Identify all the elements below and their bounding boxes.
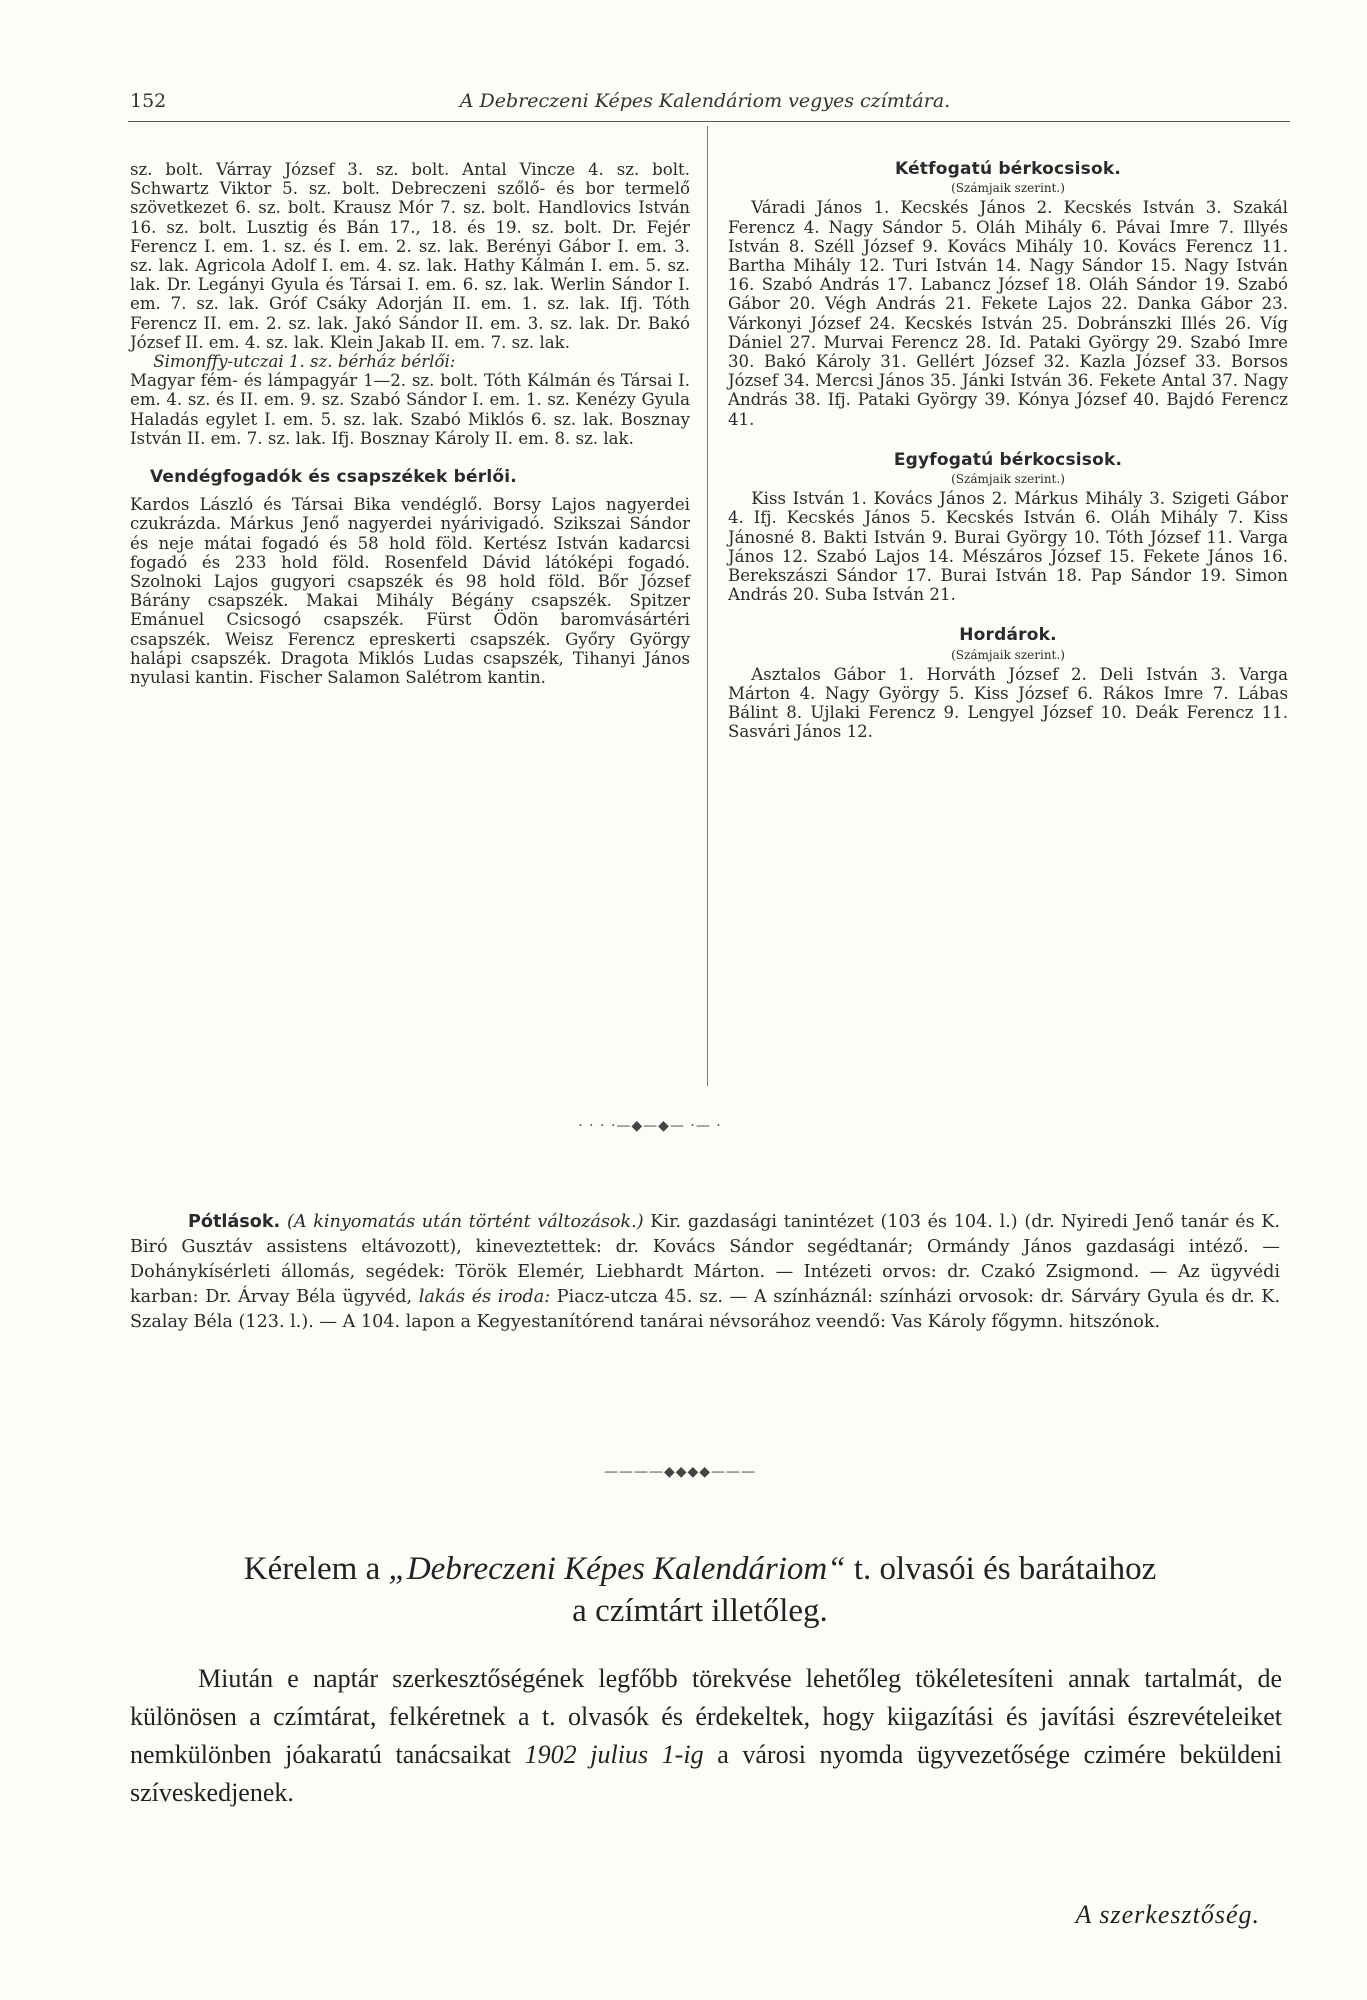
supplements-text-2: Piacz-utcza 45. sz. — A színháznál: színházi orvosok: dr. Sárváry Gyula és dr. K. Szalay Béla (123. l.). — A 104. lapon a Kegyestanítórend tanárai névsorához veendő: Vas Károly főgymn. hitszónok. [130, 1287, 1281, 1332]
simonffy-tenants: Magyar fém- és lámpagyár 1—2. sz. bolt. Tóth Kálmán és Társai I. em. 4. sz. és II. em. 9. sz. Szabó Sándor I. em. 1. sz. Kenézy Gyula Haladás egylet I. em. 5. sz. lak. Szabó Miklós 6. sz. lak. Bosznay István II. em. 7. sz. lak. Ifj. Bosznay Károly II. em. 8. sz. lak. [130, 371, 690, 448]
header-rule [128, 121, 1290, 122]
supplements-lead: Pótlások. [188, 1212, 281, 1232]
running-title: A Debreczeni Képes Kalendáriom vegyes czímtára. [459, 90, 951, 112]
porters-title: Hordárok. [959, 625, 1057, 646]
supplements-note: (A kinyomatás után történt változások.) [286, 1212, 644, 1232]
appeal-body [130, 1660, 1282, 1812]
inns-section-title: Vendégfogadók és csapszékek bérlői. [150, 467, 517, 488]
two-horse-text: Váradi János 1. Kecskés János 2. Kecskés István 3. Szakál Ferencz 4. Nagy Sándor 5. Oláh Mihály 6. Pávai Imre 7. Illyés István 8. Széll József 9. Kovács Mihály 10. Kovács Ferencz 11. Bartha Mihály 12. Turi István 14. Nagy Sándor 15. Nagy István 16. Szabó András 17. Labancz József 18. Oláh Sándor 19. Szabó Gábor 20. Végh András 21. Fekete Lajos 22. Danka Gábor 23. Várkonyi József 24. Kecskés István 25. Dobránszki Illés 26. Víg Dániel 27. Murvai Ferencz 28. Id. Pataki György 29. Szabó Imre 30. Bakó Károly 31. Gellért József 32. Kazla József 33. Borsos József 34. Mercsi János 35. Jánki István 36. Fekete Antal 37. Nagy András 38. Ifj. Pataki György 39. Kónya József 40. Bajdó Ferencz 41. [728, 198, 1288, 429]
right-column [728, 160, 1288, 742]
supplements [130, 1210, 1280, 1335]
appeal-title-line2: a czímtárt illetőleg. [572, 1593, 828, 1629]
ornament-divider: · · · ·—◆—◆— ·— · [578, 1118, 722, 1134]
simonffy-heading: Simonffy-utczai 1. sz. bérház bérlői: [153, 352, 456, 372]
inns-text: Kardos László és Társai Bika vendéglő. Borsy Lajos nagyerdei czukrázda. Márkus Jenő nagyerdei nyárivigadó. Szikszai Sándor és neje mátai fogadó és 58 hold föld. Kertész István kadarcsi fogadó és 233 hold föld. Rosenfeld Dávid látóképi fogadó. Szolnoki Lajos gugyori csapszék és 98 hold föld. Bőr József Bárány csapszék. Makai Mihály Bégány csapszék. Spitzer Emánuel Csicsogó csapszék. Fürst Ödön baromvásártéri csapszék. Weisz Ferencz epreskerti csapszék. Győry György halápi csapszék. Dragota Miklós Ludas csapszék, Tihanyi János nyulasi kantin. Fischer Salamon Salétrom kantin. [130, 495, 690, 688]
appeal-text-1: Miután e naptár szerkesztőségének legfőbb törekvése lehetőleg tökéletesíteni annak tartalmát, de különösen a czímtárat, felkéretnek a t. olvasók és érdekeltek, hogy kiigazítási és javítási észrevételeiket nemkülönben jóakaratú tanácsaikat [130, 1664, 1282, 1769]
ornament-divider: ————◆◆◆◆——— [603, 1464, 757, 1480]
running-header [130, 90, 1280, 118]
left-column [130, 160, 690, 687]
appeal-title: Kérelem a „Debreczeni Képes Kalendáriom“ t. olvasói és barátaihoz a czímtárt illetőleg. [243, 1551, 1157, 1629]
appeal-text-2: a városi nyomda ügyvezetősége czimére beküldeni szíveskedjenek. [130, 1740, 1283, 1807]
one-horse-title: Egyfogatú bérkocsisok. [893, 449, 1123, 470]
appeal-deadline: 1902 julius 1-ig [524, 1740, 704, 1769]
two-horse-title: Kétfogatú bérkocsisok. [895, 159, 1121, 179]
one-horse-text: Kiss István 1. Kovács János 2. Márkus Mihály 3. Szigeti Gábor 4. Ifj. Kecskés János 5. Kecskés István 6. Oláh Mihály 7. Kiss Jánosné 8. Bakti István 9. Burai György 10. Tóth József 11. Varga János 12. Szabó Lajos 14. Mészáros József 15. Fekete János 16. Berekszászi Sándor 17. Burai István 18. Pap Sándor 19. Simon András 20. Suba István 21. [728, 489, 1288, 605]
page-number: 152 [130, 90, 167, 112]
tenants-continuation: sz. bolt. Várray József 3. sz. bolt. Antal Vincze 4. sz. bolt. Schwartz Viktor 5. sz. bolt. Debreczeni szőlő- és bor termelő szövetkezet 6. sz. bolt. Krausz Mór 7. sz. bolt. Handlovics István 16. sz. bolt. Lusztig és Bán 17., 18. és 19. sz. bolt. Dr. Fejér Ferencz I. em. 1. sz. és I. em. 2. sz. lak. Berényi Gábor I. em. 3. sz. lak. Agricola Adolf I. em. 4. sz. lak. Hathy Kálmán I. em. 5. sz. lak. Dr. Legányi Gyula és Társai I. em. 6. sz. lak. Werlin Sándor I. em. 7. sz. lak. Gróf Csáky Adorján II. em. 1. sz. lak. Ifj. Tóth Ferencz II. em. 2. sz. lak. Jakó Sándor II. em. 3. sz. lak. Dr. Bakó József II. em. 4. sz. lak. Klein Jakab II. em. 7. sz. lak. [130, 160, 690, 352]
porters-text: Asztalos Gábor 1. Horváth József 2. Deli István 3. Varga Márton 4. Nagy György 5. Kiss József 6. Rákos Imre 7. Lábas Bálint 8. Ujlaki Ferencz 9. Lengyel József 10. Deák Ferencz 11. Sasvári János 12. [728, 664, 1288, 742]
supplements-text-1: Kir. gazdasági tanintézet (103 és 104. l.) (dr. Nyiredi Jenő tanár és K. Biró Gusztáv assistens eltávozott), kineveztettek: dr. Kovács Sándor segédtanár; Ormándy János gazdasági intéző. — Dohánykísérleti állomás, segédek: Török Elemér, Liebhardt Márton. — Intézeti orvos: dr. Czakó Zsigmond. — Az ügyvédi karban: Dr. Árvay Béla ügyvéd, [130, 1212, 1281, 1307]
supplements-italic: lakás és iroda: [418, 1287, 551, 1307]
one-horse-note: (Számjaik szerint.) [951, 472, 1065, 487]
column-divider [707, 126, 708, 1086]
two-horse-note: (Számjaik szerint.) [951, 181, 1065, 196]
calendar-name: „Debreczeni Képes Kalendáriom“ [388, 1551, 846, 1587]
signature: A szerkesztőség. [1075, 1900, 1260, 1929]
porters-note: (Számjaik szerint.) [951, 647, 1065, 662]
